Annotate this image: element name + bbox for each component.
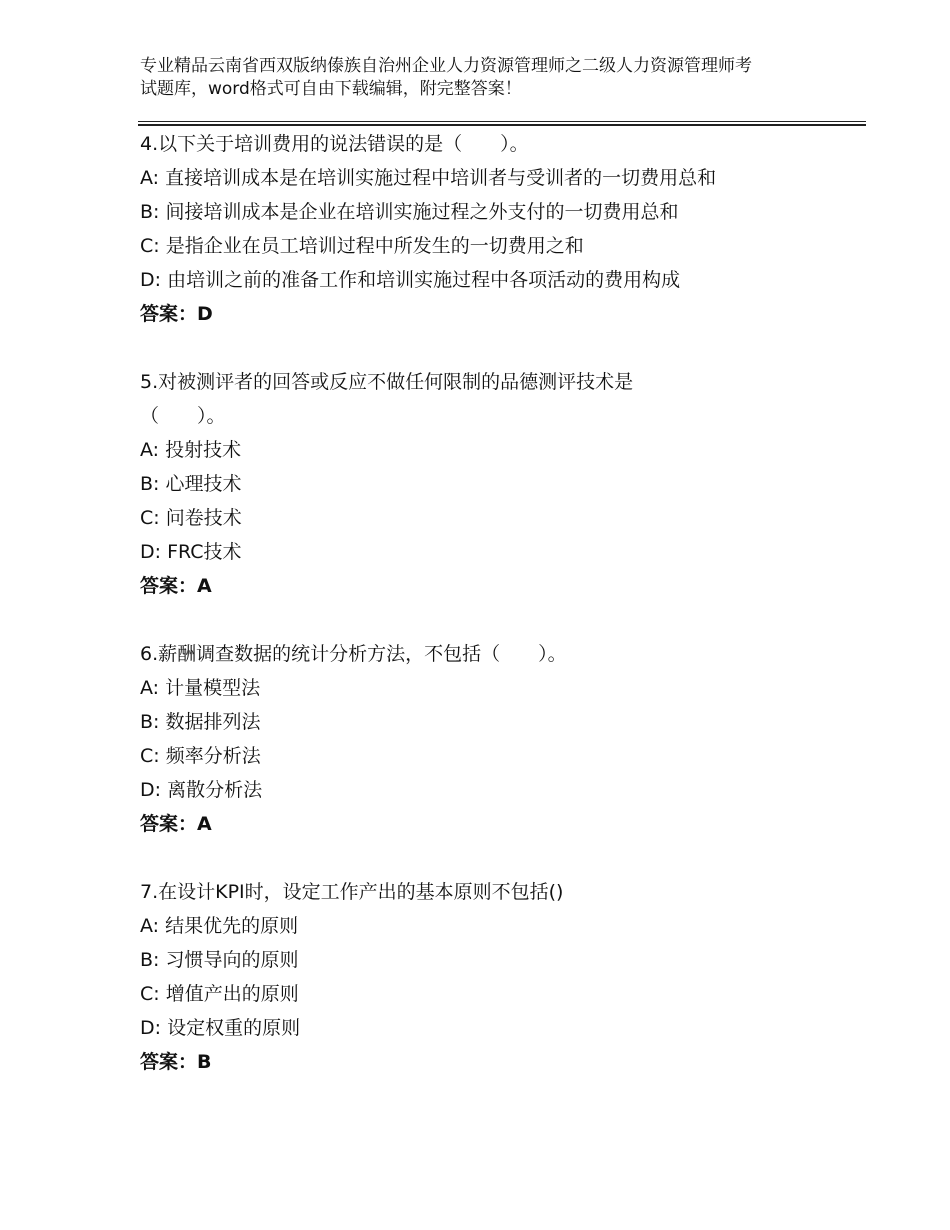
header-divider-thick <box>138 124 866 126</box>
answer-key: 答案：A <box>140 575 212 597</box>
answer-key: 答案：A <box>140 813 212 835</box>
question-stem: 6.薪酬调查数据的统计分析方法，不包括（ ）。 <box>140 643 567 665</box>
question-stem: 7.在设计KPI时，设定工作产出的基本原则不包括() <box>140 881 564 903</box>
option-a: A: 计量模型法 <box>140 677 261 699</box>
question-7 <box>140 875 866 1079</box>
question-stem: 4.以下关于培训费用的说法错误的是（ ）。 <box>140 133 529 155</box>
option-b: B: 心理技术 <box>140 473 242 495</box>
option-c: C: 是指企业在员工培训过程中所发生的一切费用之和 <box>140 235 584 257</box>
question-4 <box>140 127 866 331</box>
option-a: A: 直接培训成本是在培训实施过程中培训者与受训者的一切费用总和 <box>140 167 717 189</box>
question-list <box>140 127 866 1113</box>
option-d: D: FRC技术 <box>140 541 242 563</box>
answer-key: 答案：B <box>140 1051 212 1073</box>
question-stem: 5.对被测评者的回答或反应不做任何限制的品德测评技术是 <box>140 371 634 393</box>
option-d: D: 由培训之前的准备工作和培训实施过程中各项活动的费用构成 <box>140 269 681 291</box>
header-title-line-1: 专业精品云南省西双版纳傣族自治州企业人力资源管理师之二级人力资源管理师考 <box>140 56 752 76</box>
header-divider-thin <box>138 121 866 122</box>
option-d: D: 离散分析法 <box>140 779 263 801</box>
question-6 <box>140 637 866 841</box>
option-d: D: 设定权重的原则 <box>140 1017 301 1039</box>
document-header <box>140 55 840 101</box>
option-b: B: 间接培训成本是企业在培训实施过程之外支付的一切费用总和 <box>140 201 679 223</box>
option-a: A: 结果优先的原则 <box>140 915 299 937</box>
option-b: B: 习惯导向的原则 <box>140 949 299 971</box>
option-c: C: 频率分析法 <box>140 745 261 767</box>
option-b: B: 数据排列法 <box>140 711 261 733</box>
question-5 <box>140 365 866 603</box>
answer-key: 答案：D <box>140 303 213 325</box>
option-c: C: 增值产出的原则 <box>140 983 299 1005</box>
option-a: A: 投射技术 <box>140 439 242 461</box>
header-title-line-2: 试题库，word格式可自由下载编辑，附完整答案！ <box>140 79 522 99</box>
option-c: C: 问卷技术 <box>140 507 242 529</box>
question-stem-continued: （ ）。 <box>140 405 226 427</box>
